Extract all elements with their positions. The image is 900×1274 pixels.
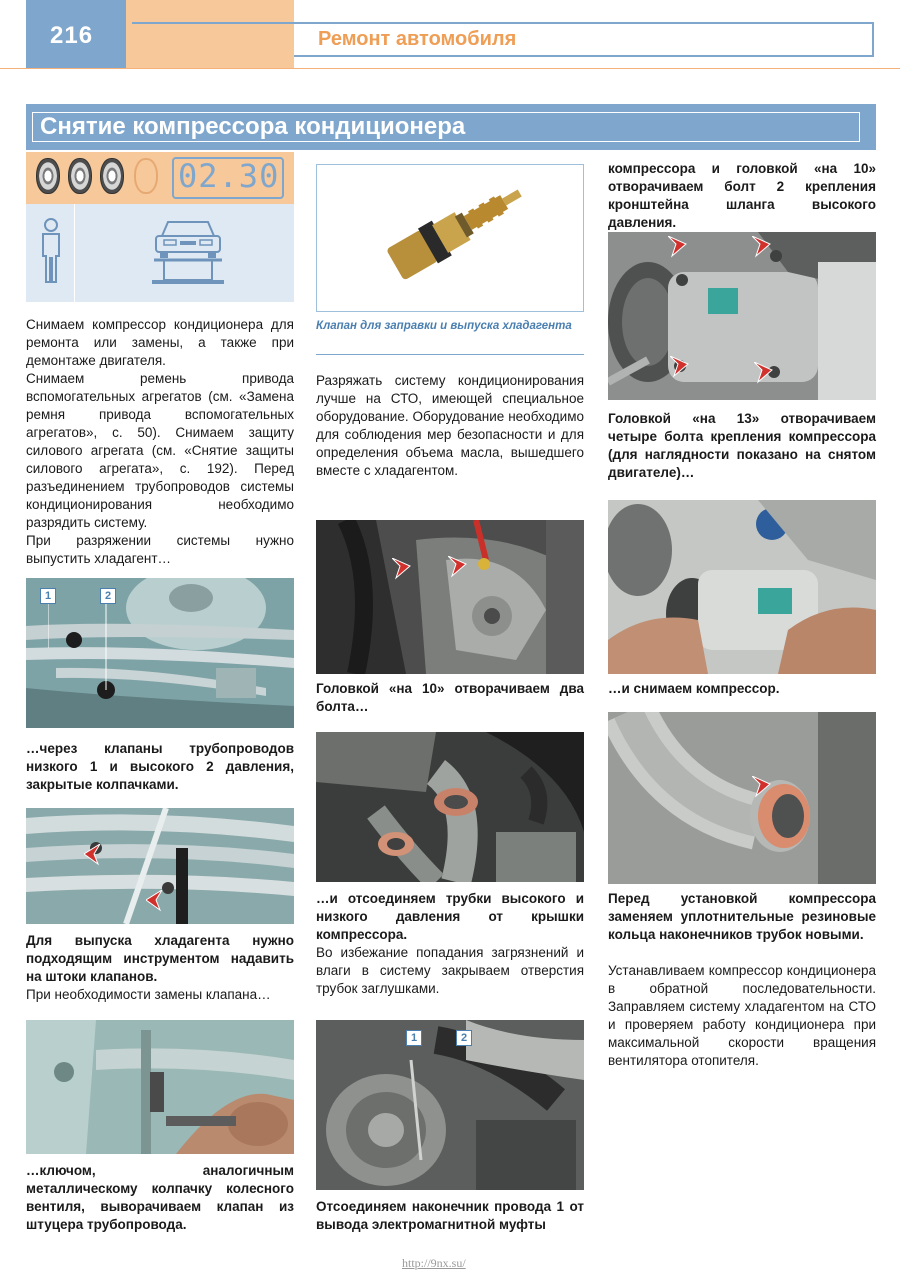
caption-tubes-plain: Во избежание попадания загрязнений и влаги в систему закрываем отверстия трубок заглушками. — [316, 945, 584, 996]
time-value: 02.30 — [178, 157, 280, 195]
intro-text — [26, 316, 294, 568]
intro-paragraph: При разряжении системы нужно выпустить хладагент… — [26, 533, 294, 566]
tire-icon — [68, 158, 92, 194]
callout-label: 1 — [40, 588, 56, 604]
car-on-lift-icon — [150, 210, 226, 290]
section-title: Ремонт автомобиля — [318, 28, 517, 50]
caption-valve-caps: …через клапаны трубопроводов низкого 1 и высокого 2 давления, закрытые колпачками. — [26, 741, 294, 792]
intro-paragraph: Снимаем компрессор кондиционера для ремонта или замены, а также при демонтаже двигателя. — [26, 317, 294, 368]
arrow-marker — [146, 890, 166, 912]
source-link[interactable]: http://9nx.su/ — [402, 1256, 466, 1270]
person-icon — [36, 216, 66, 286]
photo-valve-wrench — [26, 1020, 294, 1154]
caption-valve-part: Клапан для заправки и выпуска хладагента — [316, 320, 572, 332]
page-number: 216 — [50, 22, 94, 49]
header-rule — [294, 55, 874, 57]
tire-icon — [36, 158, 60, 194]
photo-valve-part — [316, 164, 584, 312]
arrow-marker — [754, 362, 774, 384]
photo-tubes — [316, 732, 584, 882]
arrow-marker — [670, 356, 690, 378]
intro-paragraph: Снимаем ремень привода вспомогательных агрегатов (см. «Замена ремня привода вспомогательных агрегатов», с. 50). Снимаем защиту силового агрегата (см. «Снятие защиты силового агрегата», с. 192). Перед разъединением трубопроводов системы кондиционирования необходимо разрядить систему. — [26, 371, 294, 530]
text-bracket-bolt: компрессора и головкой «на 10» отворачиваем болт 2 крепления кронштейна шланга высокого давления. — [608, 161, 876, 230]
caption-tubes — [316, 890, 584, 998]
photo-compressor-bolts — [608, 232, 876, 400]
caption-release — [26, 932, 294, 1004]
caption-release-plain: При необходимости замены клапана… — [26, 987, 271, 1002]
photo-rubber-ring — [608, 712, 876, 884]
caption-bolts-10: Головкой «на 10» отворачиваем два болта… — [316, 681, 584, 714]
arrow-marker — [448, 556, 468, 578]
caption-compressor-bolts: Головкой «на 13» отворачиваем четыре болта крепления компрессора (для наглядности показано на снятом двигателе)… — [608, 411, 876, 480]
header-rule — [872, 22, 874, 56]
tire-icon — [100, 158, 124, 194]
arrow-marker — [668, 236, 688, 258]
callout-label: 2 — [456, 1030, 472, 1046]
caption-rubber-ring: Перед установкой компрессора заменяем уплотнительные резиновые кольца наконечников трубок новыми. — [608, 891, 876, 942]
callout-lines — [48, 604, 108, 694]
text-installation: Устанавливаем компрессор кондиционера в обратной последовательности. Заправляем систему хладагентом на СТО и проверяем работу кондиционера при максимальной скорости вращения вентилятора отопителя. — [608, 963, 876, 1068]
arrow-marker — [752, 236, 772, 258]
arrow-marker — [84, 844, 104, 866]
caption-clutch-wire: Отсоединяем наконечник провода 1 от вывода электромагнитной муфты — [316, 1199, 584, 1232]
photo-remove-compressor — [608, 500, 876, 674]
panel-divider — [74, 204, 75, 302]
arrow-marker — [752, 776, 772, 798]
caption-valve-wrench: …ключом, аналогичным металлическому колпачку колесного вентиля, выворачиваем клапан из штуцера трубопровода. — [26, 1163, 294, 1232]
caption-remove-compressor: …и снимаем компрессор. — [608, 681, 780, 696]
callout-label: 2 — [100, 588, 116, 604]
header-rule — [132, 22, 874, 24]
tire-outline-icon — [134, 158, 158, 194]
callout-label: 1 — [406, 1030, 422, 1046]
divider-line — [316, 354, 584, 355]
page-title: Снятие компрессора кондиционера — [40, 113, 466, 140]
header-divider — [0, 68, 900, 69]
text-discharge: Разряжать систему кондиционирования лучше на СТО, имеющей специальное оборудование. Оборудование необходимо для соблюдения мер безопасности и для определения объема масла, вышедшего вместе с хладагентом. — [316, 373, 584, 478]
caption-tubes-bold: …и отсоединяем трубки высокого и низкого давления от крышки компрессора. — [316, 891, 584, 942]
arrow-marker — [392, 558, 412, 580]
caption-release-bold: Для выпуска хладагента нужно подходящим инструментом надавить на штоки клапанов. — [26, 933, 294, 984]
photo-bolts-10 — [316, 520, 584, 674]
header-accent — [126, 0, 294, 68]
photo-clutch-wire — [316, 1020, 584, 1190]
